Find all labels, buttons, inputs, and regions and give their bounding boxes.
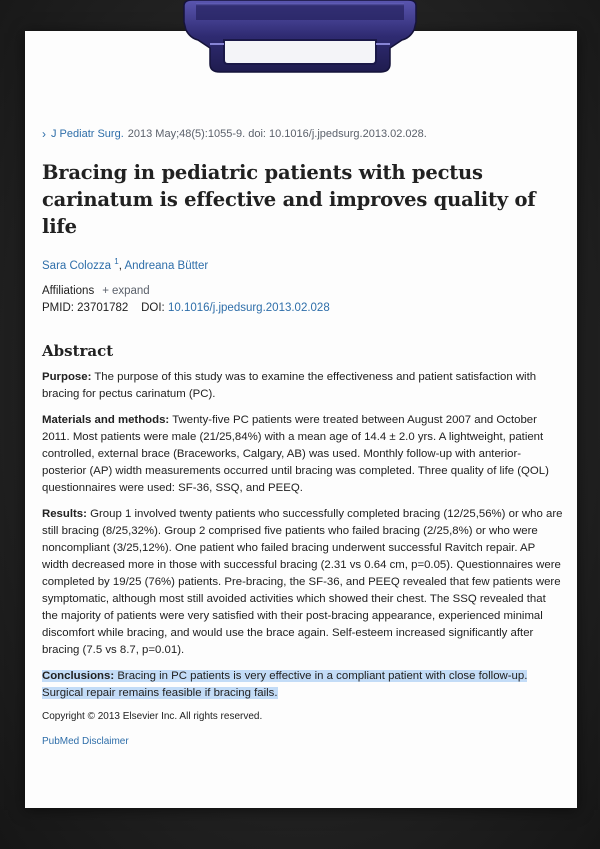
pmid-label: PMID:	[42, 301, 74, 314]
citation-line	[42, 127, 564, 141]
abstract-methods	[42, 412, 564, 497]
abstract-heading: Abstract	[42, 341, 114, 360]
pubmed-disclaimer-link[interactable]: PubMed Disclaimer	[42, 735, 129, 747]
article-content	[42, 127, 564, 747]
clipboard-clip-icon	[176, 0, 424, 74]
author-link[interactable]: Sara Colozza	[42, 259, 112, 272]
journal-link[interactable]: J Pediatr Surg.	[51, 128, 124, 140]
doi-label: DOI:	[141, 301, 165, 314]
section-label: Results:	[42, 507, 87, 520]
pmid-value: 23701782	[77, 301, 129, 314]
section-text: Bracing in PC patients is very effective in a compliant patient with close follow-up. Surgical repair remains feasible if bracing fails.	[42, 669, 528, 699]
author-link[interactable]: Andreana Bütter	[124, 259, 209, 272]
article-title: Bracing in pediatric patients with pectus carinatum is effective and improves quality of life	[42, 161, 536, 238]
plus-icon[interactable]: +	[102, 284, 109, 297]
copyright-notice: Copyright © 2013 Elsevier Inc. All rights reserved.	[42, 710, 263, 722]
section-text: Group 1 involved twenty patients who successfully completed bracing (12/25,56%) or who are still bracing (8/25,32%). Group 2 comprised five patients who failed bracing (2/25,8%) or who were noncompliant (3/25,12%). One patient who failed bracing underwent successful Ravitch repair. AP width decreased more in those with successful bracing (2.31 vs 0.64 cm, p=0.05). Questionnaires were completed by 19/25 (76%) patients. Pre-bracing, the SF-36, and PEEQ revealed that few patients were symptomatic, although most still avoided activities which showed their chest. The SSQ revealed that the majority of patients were very satisfied with their post-bracing appearance, experienced minimal discomfort while bracing, and would use the brace again. Self-esteem increased significantly after bracing (7.5 vs 8.7, p=0.01).	[42, 507, 563, 656]
affiliations-label: Affiliations	[42, 284, 95, 297]
doi-link[interactable]: 10.1016/j.jpedsurg.2013.02.028	[167, 301, 330, 314]
expand-button[interactable]: expand	[111, 284, 150, 297]
section-label: Conclusions:	[42, 669, 115, 682]
section-label: Materials and methods:	[42, 413, 170, 426]
abstract-purpose	[42, 369, 564, 403]
affiliations-row	[42, 285, 564, 297]
section-text: The purpose of this study was to examine the effectiveness and patient satisfaction with bracing for pectus carinatum (PC).	[42, 370, 537, 400]
section-label: Purpose:	[42, 370, 92, 383]
author-list: Sara Colozza $^1$, Andreana Bütter	[42, 257, 209, 272]
abstract-conclusions	[42, 668, 564, 702]
section-text: Twenty-five PC patients were treated between August 2007 and October 2011. Most patients were male (21/25,84%) with a mean age of 14.4 ± 2.0 yrs. A lightweight, patient controlled, external brace (Braceworks, Calgary, AB) was used. Monthly follow-up with anterior-posterior (AP) width measurements occurred until bracing was completed. Three quality of life (QOL) questionnaires were used: SF-36, SSQ, and PEEQ.	[42, 413, 549, 494]
selected-text[interactable]	[42, 670, 527, 699]
citation-details: 2013 May;48(5):1055-9. doi: 10.1016/j.jpedsurg.2013.02.028.	[127, 128, 427, 140]
paper-sheet	[25, 31, 577, 808]
chevron-right-icon[interactable]: ›	[42, 127, 46, 141]
abstract-results	[42, 506, 564, 659]
affiliation-marker[interactable]: 1	[114, 257, 119, 266]
identifiers-row	[42, 302, 564, 314]
